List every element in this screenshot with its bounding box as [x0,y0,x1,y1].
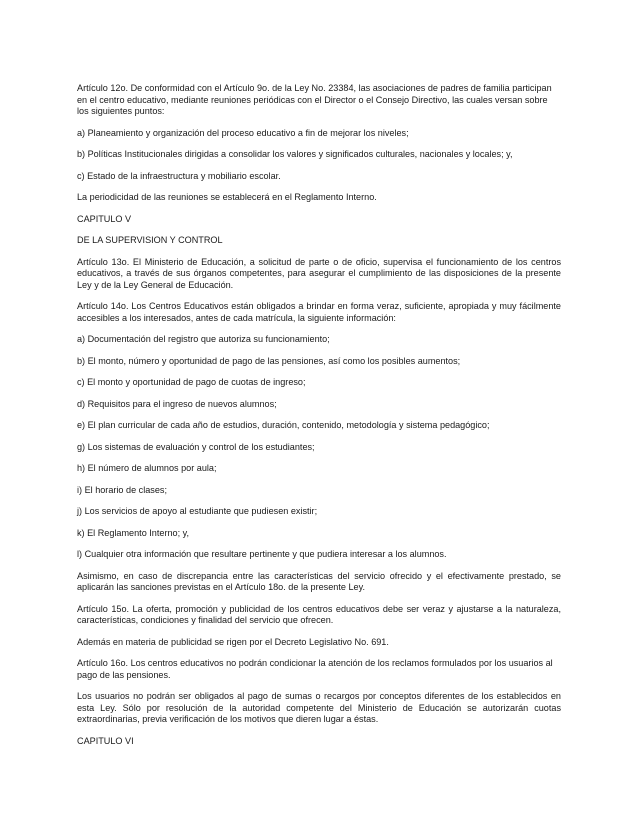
list-item-b-monto-pensiones: b) El monto, número y oportunidad de pago de las pensiones, así como los posibles aumentos; [77,355,461,366]
list-item-c-infraestructura: c) Estado de la infraestructura y mobiliario escolar. [77,170,281,181]
paragraph-article-12: Artículo 12o. De conformidad con el Artículo 9o. de la Ley No. 23384, las asociaciones de padres de familia participan en el centro educativo, mediante reuniones periódicas con el Director o el Consejo Directivo, las cuales versan sobre los siguientes puntos: [77,83,552,116]
chapter-heading-v: CAPITULO V [77,213,132,224]
paragraph-discrepancia: Asimismo, en caso de discrepancia entre las características del servicio ofrecido y el efectivamente prestado, se aplicarán las sanciones previstas en el Artículo 18o. de la presente Ley. [77,570,561,592]
list-item-d-requisitos: d) Requisitos para el ingreso de nuevos alumnos; [77,398,277,409]
list-item-j-servicios-apoyo: j) Los servicios de apoyo al estudiante que pudiesen existir; [77,506,318,516]
chapter-title-supervision: DE LA SUPERVISION Y CONTROL [77,235,223,245]
list-item-g-evaluacion: g) Los sistemas de evaluación y control de los estudiantes; [77,441,315,452]
list-item-k-reglamento: k) El Reglamento Interno; y, [77,527,190,538]
list-item-l-otra-informacion: l) Cualquier otra información que resultare pertinente y que pudiera interesar a los alumnos. [77,549,447,559]
list-item-b-politicas: b) Políticas Institucionales dirigidas a consolidar los valores y significados culturales, nacionales y locales; y, [77,149,513,159]
list-item-a-planeamiento: a) Planeamiento y organización del proceso educativo a fin de mejorar los niveles; [77,127,409,138]
chapter-heading-vi: CAPITULO VI [77,735,134,746]
paragraph-article-14: Artículo 14o. Los Centros Educativos están obligados a brindar en forma veraz, suficiente, apropiada y muy fácilmente accesibles a los interesados, antes de cada matrícula, la siguiente información: [77,301,561,323]
paragraph-article-15: Artículo 15o. La oferta, promoción y publicidad de los centros educativos debe ser veraz y ajustarse a la naturaleza, características, condiciones y finalidad del servicio que ofrecen. [77,603,561,625]
paragraph-usuarios: Los usuarios no podrán ser obligados al pago de sumas o recargos por conceptos diferentes de los establecidos en esta Ley. Sólo por resolución de la autoridad competente del Ministerio de Educación se autorizarán cuotas extraordinarias, previa verificación de los motivos que dieren lugar a éstas. [77,691,561,724]
list-item-e-plan-curricular: e) El plan curricular de cada año de estudios, duración, contenido, metodología y sistema pedagógico; [77,420,490,430]
paragraph-publicidad: Además en materia de publicidad se rigen por el Decreto Legislativo No. 691. [77,636,389,647]
list-item-i-horario: i) El horario de clases; [77,484,167,495]
paragraph-article-16: Artículo 16o. Los centros educativos no podrán condicionar la atención de los reclamos formulados por los usuarios al pago de las pensiones. [77,658,553,680]
paragraph-article-13: Artículo 13o. El Ministerio de Educación, a solicitud de parte o de oficio, supervisa el funcionamiento de los centros educativos, a través de sus órganos competentes, para asegurar el cumplimiento de las disposiciones de la presente Ley y de la Ley General de Educación. [77,256,561,290]
list-item-a-documentacion: a) Documentación del registro que autoriza su funcionamiento; [77,334,330,344]
paragraph-periodicidad: La periodicidad de las reuniones se establecerá en el Reglamento Interno. [77,192,377,202]
list-item-c-cuotas-ingreso: c) El monto y oportunidad de pago de cuotas de ingreso; [77,377,306,387]
document-page [77,83,561,757]
list-item-h-alumnos-aula: h) El número de alumnos por aula; [77,463,217,473]
